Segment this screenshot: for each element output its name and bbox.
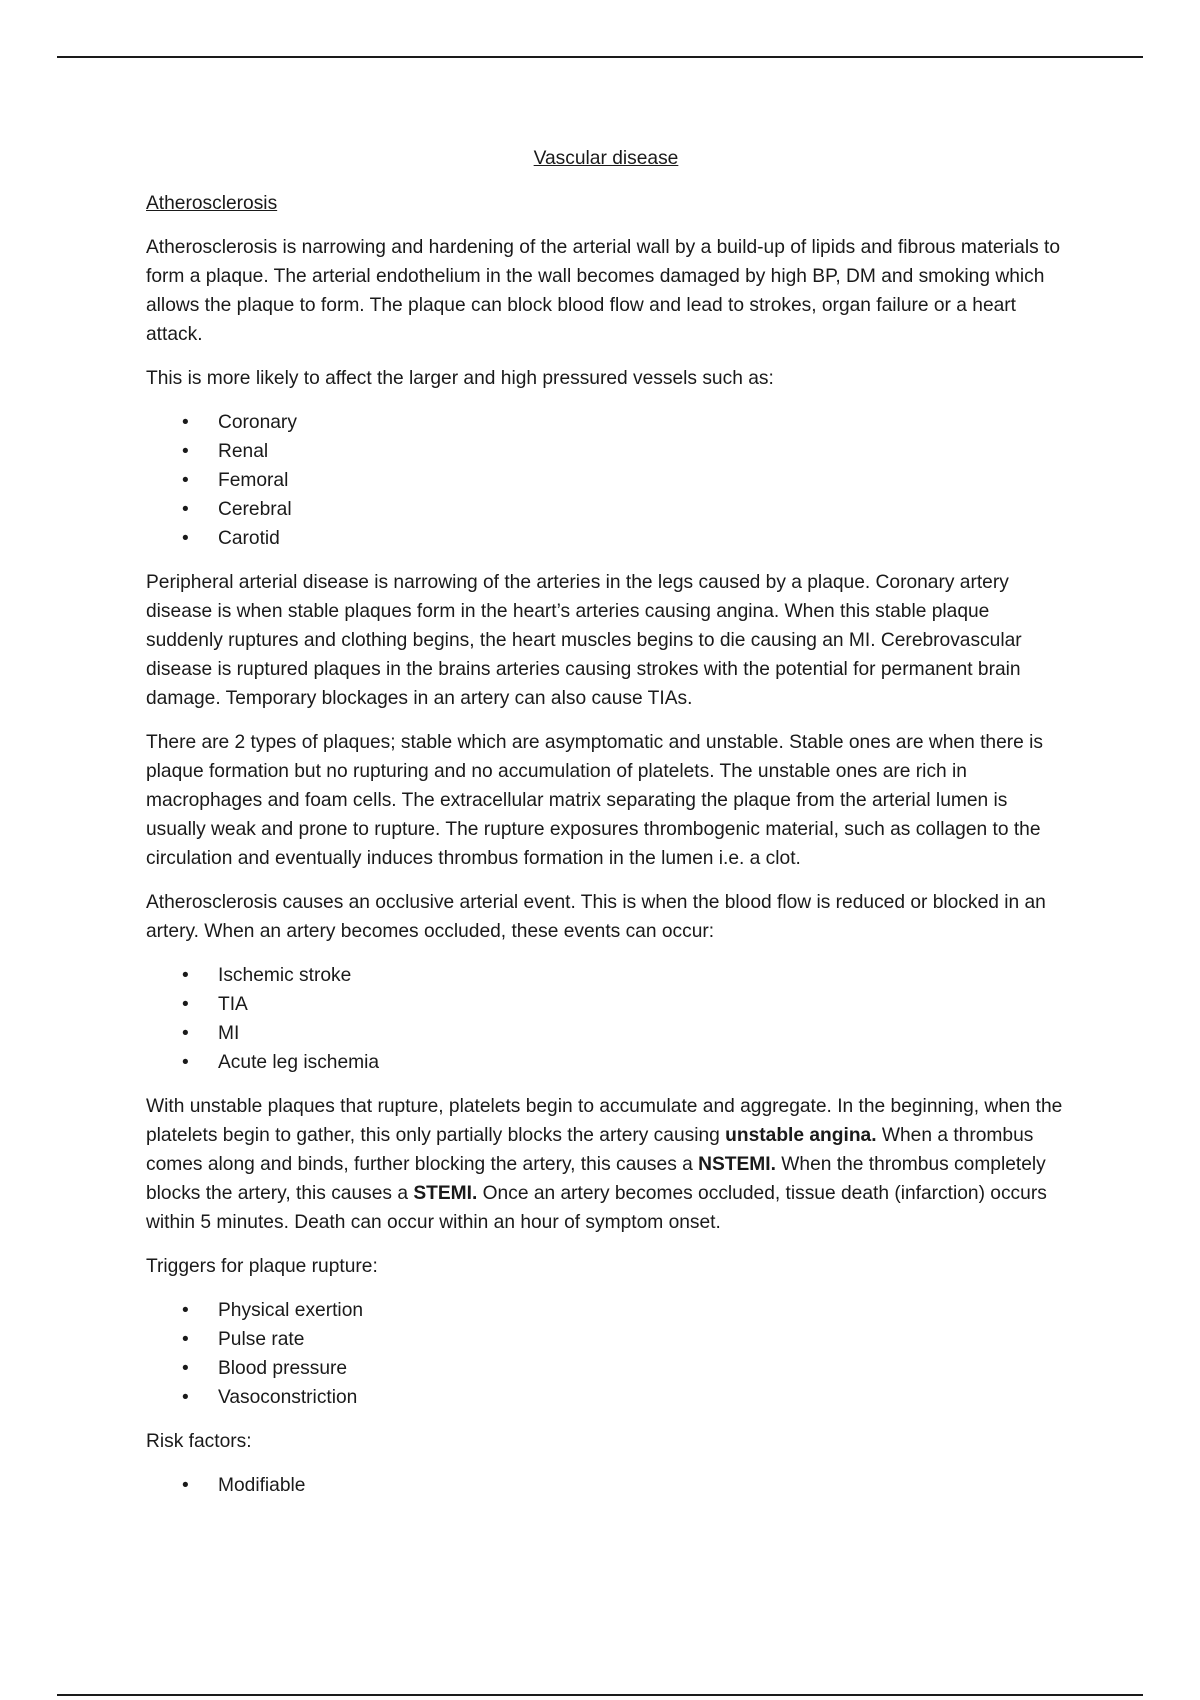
page-content	[146, 144, 1066, 1515]
paragraph-vessels-intro: This is more likely to affect the larger and high pressured vessels such as:	[146, 368, 774, 389]
text-span: When the thrombus completely blocks the artery, this causes a	[146, 1154, 1046, 1204]
list-item: • Femoral	[146, 466, 1066, 495]
term-nstemi: NSTEMI.	[698, 1154, 776, 1175]
term-stemi: STEMI.	[413, 1183, 478, 1204]
text-span: Once an artery becomes occluded, tissue death (infarction) occurs within 5 minutes. Death can occur within an hour of symptom onset.	[146, 1183, 1047, 1233]
paragraph-triggers: Triggers for plaque rupture:	[146, 1256, 378, 1277]
list-item: • Physical exertion	[146, 1296, 1066, 1325]
list-item: • Blood pressure	[146, 1354, 1066, 1383]
list-item: • MI	[146, 1019, 1066, 1048]
list-item: • Coronary	[146, 408, 1066, 437]
list-item: • Acute leg ischemia	[146, 1048, 1066, 1077]
document-title: Vascular disease	[533, 148, 679, 169]
list-item: • Modifiable	[146, 1471, 1066, 1500]
events-list	[146, 961, 1066, 1077]
paragraph-intro: Atherosclerosis is narrowing and hardening of the arterial wall by a build-up of lipids and fibrous materials to form a plaque. The arterial endothelium in the wall becomes damaged by high BP, DM and smoking which allows the plaque to form. The plaque can block blood flow and lead to strokes, organ failure or a heart attack.	[146, 237, 1061, 345]
paragraph-occlusive: Atherosclerosis causes an occlusive arterial event. This is when the blood flow is reduced or blocked in an artery. When an artery becomes occluded, these events can occur:	[146, 892, 1046, 942]
list-item: • Renal	[146, 437, 1066, 466]
bottom-rule	[57, 1694, 1143, 1696]
text-span: When a thrombus comes along and binds, further blocking the artery, this causes a	[146, 1125, 1034, 1175]
list-item: • Ischemic stroke	[146, 961, 1066, 990]
paragraph-risk-factors: Risk factors:	[146, 1431, 252, 1452]
list-item: • TIA	[146, 990, 1066, 1019]
paragraph-unstable-plaques	[146, 1092, 1066, 1237]
list-item: • Cerebral	[146, 495, 1066, 524]
paragraph-peripheral: Peripheral arterial disease is narrowing of the arteries in the legs caused by a plaque. Coronary artery disease is when stable plaques form in the heart’s arteries causing angina. When this stable plaque suddenly ruptures and clothing begins, the heart muscles begins to die causing an MI. Cerebrovascular disease is ruptured plaques in the brains arteries causing strokes with the potential for permanent brain damage. Temporary blockages in an artery can also cause TIAs.	[146, 572, 1022, 709]
list-item: • Vasoconstriction	[146, 1383, 1066, 1412]
list-item: • Pulse rate	[146, 1325, 1066, 1354]
risk-factors-list	[146, 1471, 1066, 1500]
top-rule	[57, 56, 1143, 58]
list-item: • Carotid	[146, 524, 1066, 553]
triggers-list	[146, 1296, 1066, 1412]
paragraph-plaque-types: There are 2 types of plaques; stable which are asymptomatic and unstable. Stable ones are when there is plaque formation but no rupturing and no accumulation of platelets. The unstable ones are rich in macrophages and foam cells. The extracellular matrix separating the plaque from the arterial lumen is usually weak and prone to rupture. The rupture exposures thrombogenic material, such as collagen to the circulation and eventually induces thrombus formation in the lumen i.e. a clot.	[146, 732, 1043, 869]
term-unstable-angina: unstable angina.	[725, 1125, 877, 1146]
section-heading-atherosclerosis: Atherosclerosis	[146, 193, 278, 214]
text-span: With unstable plaques that rupture, platelets begin to accumulate and aggregate. In the beginning, when the platelets begin to gather, this only partially blocks the artery causing	[146, 1096, 1063, 1146]
vessels-list	[146, 408, 1066, 553]
